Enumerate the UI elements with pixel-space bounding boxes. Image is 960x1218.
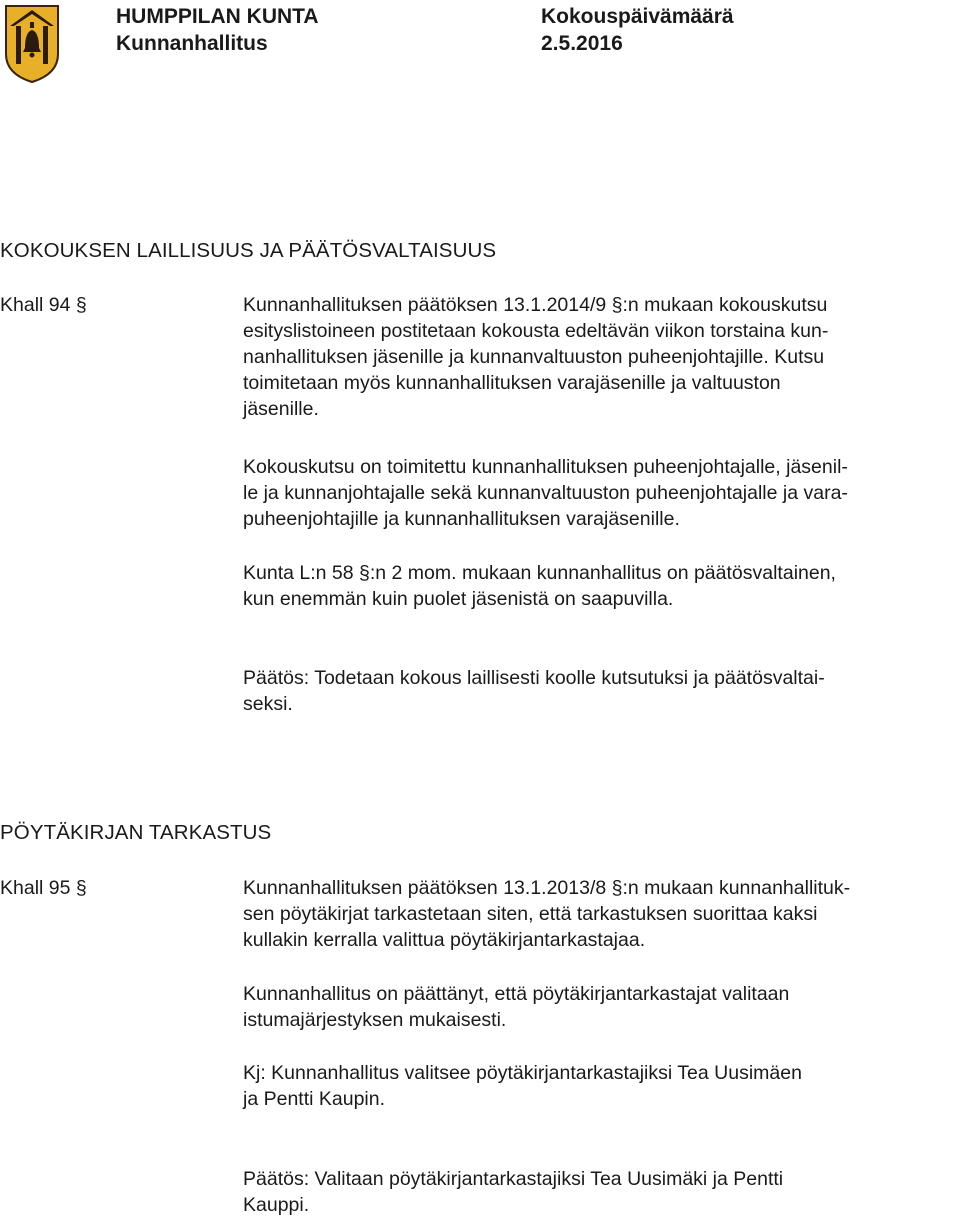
item-label: Khall 94 § [0,294,87,316]
section-title: PÖYTÄKIRJAN TARKASTUS [0,821,272,844]
paragraph: Kokouskutsu on toimitettu kunnanhallituksen puheenjohtajalle, jäsenil- le ja kunnanjohtajalle sekä kunnanvaltuuston puheenjohtajalle ja vara- puheenjohtajille ja kunnanhallituksen varajäsenille. [243,456,848,530]
decision-paragraph: Päätös: Valitaan pöytäkirjantarkastajiksi Tea Uusimäki ja Pentti Kauppi. [243,1168,784,1216]
meeting-date-label: Kokouspäivämäärä [541,5,734,28]
paragraph: Kunta L:n 58 §:n 2 mom. mukaan kunnanhallitus on päätösvaltainen, kun enemmän kuin puolet jäsenistä on saapuvilla. [243,562,836,610]
paragraph: Kunnanhallituksen päätöksen 13.1.2013/8 §:n mukaan kunnanhallituk- sen pöytäkirjat tarkastetaan siten, että tarkastuksen suorittaa kaksi kullakin kerralla valittua pöytäkirjantarkastajaa. [243,877,851,951]
paragraph: Kunnanhallituksen päätöksen 13.1.2014/9 §:n mukaan kokouskutsu esityslistoineen postitetaan kokousta edeltävän viikon torstaina kun- nanhallituksen jäsenille ja kunnanvaltuuston puheenjohtajille. Kutsu toimitetaan myös kunnanhallituksen varajäsenille ja valtuuston jäsenille. [243,294,829,420]
paragraph: Kunnanhallitus on päättänyt, että pöytäkirjantarkastajat valitaan istumajärjestyksen mukaisesti. [243,983,790,1031]
coat-of-arms-bell-icon [4,2,60,84]
item-label: Khall 95 § [0,877,87,899]
proposal-paragraph: Kj: Kunnanhallitus valitsee pöytäkirjantarkastajiksi Tea Uusimäen ja Pentti Kaupin. [243,1062,802,1110]
decision-paragraph: Päätös: Todetaan kokous laillisesti koolle kutsutuksi ja päätösvaltai- seksi. [243,667,825,715]
meeting-date: 2.5.2016 [541,32,623,55]
governing-body: Kunnanhallitus [116,32,268,55]
municipality-name: HUMPPILAN KUNTA [116,5,319,28]
section-title: KOKOUKSEN LAILLISUUS JA PÄÄTÖSVALTAISUUS [0,239,497,262]
